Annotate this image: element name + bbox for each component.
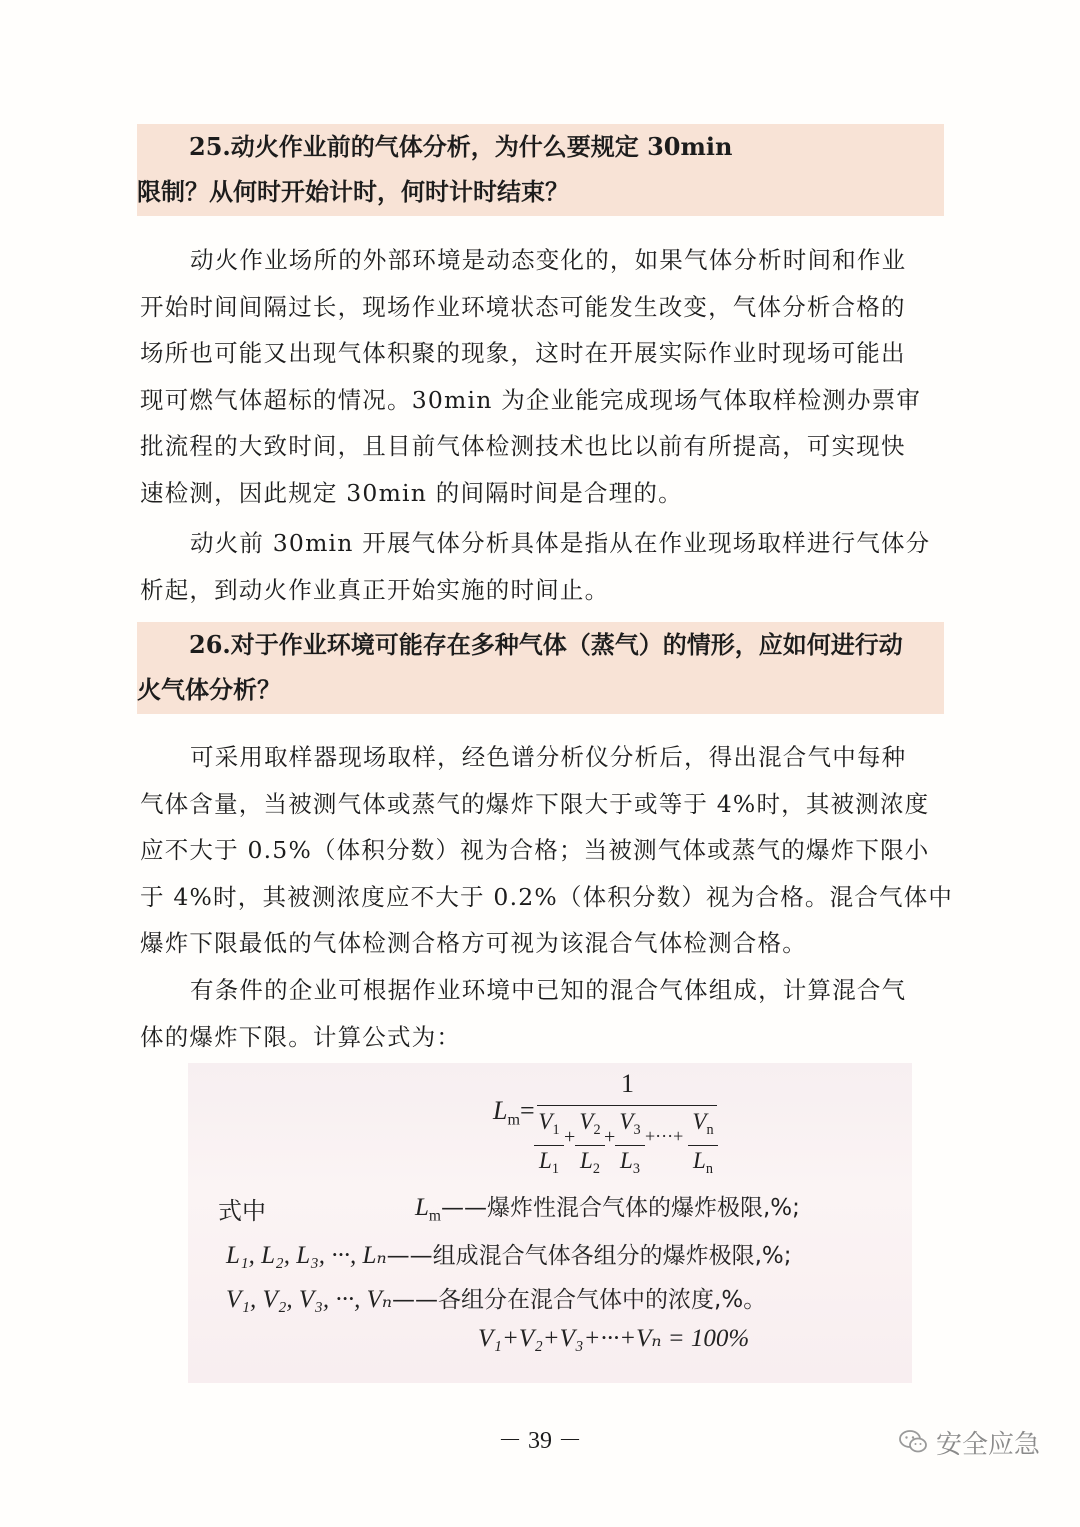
formula-plus: + xyxy=(564,1126,576,1148)
formula-term-2: $V_2$ $L_2$ xyxy=(575,1109,605,1182)
text-line: 应不大于 0.5%（体积分数）视为合格；当被测气体或蒸气的爆炸下限小 xyxy=(140,836,930,864)
formula-plus: + xyxy=(604,1126,616,1148)
question-26-line-2: 火气体分析？ xyxy=(137,675,281,704)
question-26-heading xyxy=(137,622,944,714)
watermark-text: 安全应急 xyxy=(936,1429,1041,1460)
text-line: 爆炸下限最低的气体检测合格方可视为该混合气体检测合格。 xyxy=(140,929,807,957)
answer-26-paragraph-1 xyxy=(140,734,954,967)
formula-sum-constraint: V₁+V₂+V₃+···+Vₙ = 100% xyxy=(478,1325,750,1352)
answer-25-paragraph-2 xyxy=(140,520,940,613)
text-line: 有条件的企业可根据作业环境中已知的混合气体组成，计算混合气 xyxy=(190,976,907,1004)
text-line: 析起，到动火作业真正开始实施的时间止。 xyxy=(140,575,610,604)
page-number: － 39 － xyxy=(498,1428,582,1454)
formula-definition-2: L₁, L₂, L₃, ···, Lₙ——组成混合气体各组分的爆炸极限,%; xyxy=(226,1242,792,1269)
wechat-icon xyxy=(898,1429,928,1455)
question-25-heading xyxy=(137,124,944,216)
formula-term-3: $V_3$ $L_3$ xyxy=(615,1109,645,1182)
text-line: 于 4%时，其被测浓度应不大于 0.2%（体积分数）视为合格。混合气体中 xyxy=(140,882,954,911)
watermark xyxy=(898,1422,1040,1462)
text-line: 现可燃气体超标的情况。30min 为企业能完成现场气体取样检测办票审 xyxy=(140,385,922,414)
text-line: 可采用取样器现场取样，经色谱分析仪分析后，得出混合气中每种 xyxy=(190,743,907,771)
formula-term-1: $V_1$ $L_1$ xyxy=(534,1109,564,1182)
answer-25-paragraph-1 xyxy=(140,237,940,516)
text-line: 体的爆炸下限。计算公式为： xyxy=(140,1022,462,1051)
formula-ellipsis: +···+ xyxy=(645,1126,684,1146)
formula-term-n: $V_n$ $L_n$ xyxy=(688,1109,718,1182)
text-line: 动火作业场所的外部环境是动态变化的，如果气体分析时间和作业 xyxy=(190,246,907,274)
formula-numerator: 1 xyxy=(621,1069,634,1098)
question-25-line-2: 限制？从何时开始计时，何时计时结束？ xyxy=(137,177,569,206)
text-line: 批流程的大致时间，且目前气体检测技术也比以前有所提高，可实现快 xyxy=(140,432,906,460)
formula-image xyxy=(188,1063,912,1383)
formula-definition-1: $L_m——$爆炸性混合气体的爆炸极限,%; xyxy=(415,1194,800,1225)
text-line: 速检测，因此规定 30min 的间隔时间是合理的。 xyxy=(140,478,683,507)
formula-where-label: 式中 xyxy=(218,1197,266,1225)
text-line: 气体含量，当被测气体或蒸气的爆炸下限大于或等于 4%时，其被测浓度 xyxy=(140,789,930,818)
text-line: 动火前 30min 开展气体分析具体是指从在作业现场取样进行气体分 xyxy=(190,529,931,557)
text-line: 开始时间间隔过长，现场作业环境状态可能发生改变，气体分析合格的 xyxy=(140,292,906,321)
formula-definition-3: V₁, V₂, V₃, ···, Vₙ——各组分在混合气体中的浓度,%。 xyxy=(226,1286,767,1313)
question-25-line-1: 25.动火作业前的气体分析，为什么要规定 30min xyxy=(189,132,733,161)
answer-26-paragraph-2 xyxy=(140,967,940,1060)
question-26-line-1: 26.对于作业环境可能存在多种气体（蒸气）的情形，应如何进行动 xyxy=(189,630,903,659)
text-line: 场所也可能又出现气体积聚的现象，这时在开展实际作业时现场可能出 xyxy=(140,339,906,367)
formula-main-fraction-bar xyxy=(537,1105,717,1106)
formula-lhs: $L_m=$ xyxy=(493,1096,535,1129)
